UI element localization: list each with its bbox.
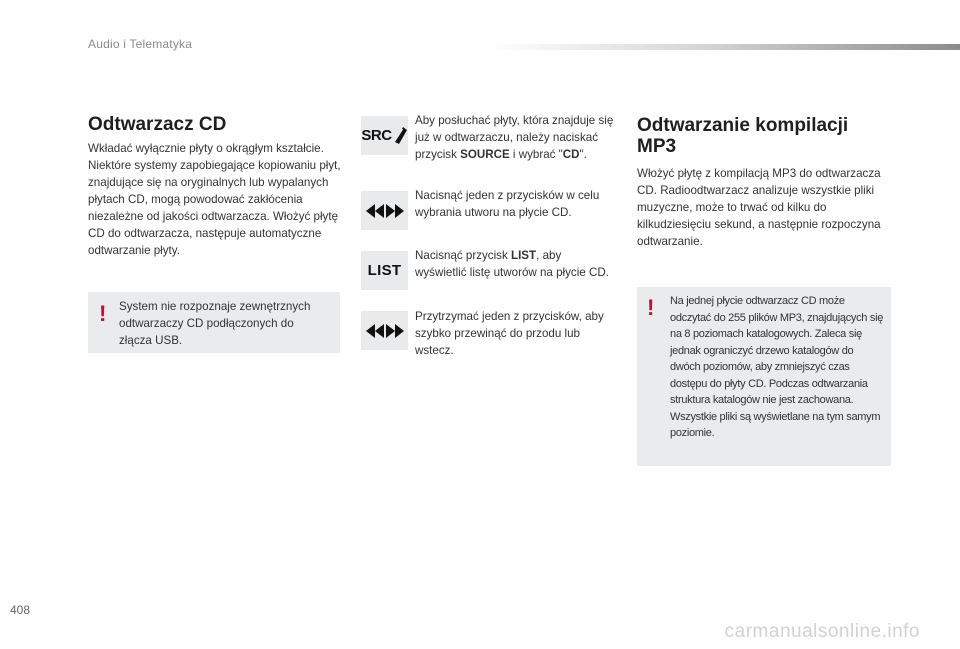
step-list-text: Nacisnąć przycisk LIST, aby wyświetlić listę utworów na płycie CD. <box>415 249 609 279</box>
rewind-forward-arrows-icon <box>365 323 405 339</box>
cd-player-heading: Odtwarzacz CD <box>88 114 227 135</box>
cd-player-body: Wkładać wyłącznie płyty o okrągłym kształcie. Niektóre systemy zapobiegające kopiowaniu płyt, znajdujące się na oryginalnych lub wypalanych płytach CD, mogą powodować zakłócenia niezależne od jakości odtwarzacza. Włożyć płytę CD do odtwarzacza, następuje automatyczne odtwarzanie płyty. <box>88 142 341 257</box>
warning-icon: ! <box>99 301 107 326</box>
src-label: SRC <box>361 127 392 144</box>
usb-warning-text: System nie rozpoznaje zewnętrznych odtwarzaczy CD podłączonych do złącza USB. <box>119 300 311 347</box>
usb-warning-note <box>88 292 340 353</box>
phone-icon <box>394 127 408 145</box>
prev-next-arrows-icon <box>365 203 405 219</box>
mp3-heading: Odtwarzanie kompilacji MP3 <box>637 115 849 157</box>
step-source-text: Aby posłuchać płyty, która znajduje się już w odtwarzaczu, należy naciskać przycisk SOURCE i wybrać "CD". <box>415 114 614 161</box>
list-label: LIST <box>367 262 402 279</box>
list-button-icon <box>361 251 408 290</box>
warning-icon: ! <box>647 295 655 320</box>
src-button-icon <box>361 116 408 155</box>
header-title: Audio i Telematyka <box>88 37 193 51</box>
mp3-body: Włożyć płytę z kompilacją MP3 do odtwarzacza CD. Radioodtwarzacz analizuje wszystkie pliki muzyczne, może to trwać od kilku do kilkudziesięciu sekund, a następnie rozpoczyna odtwarzanie. <box>637 167 881 248</box>
mp3-info-note <box>637 287 891 466</box>
track-select-buttons-icon <box>361 191 408 230</box>
header-bar <box>488 44 960 50</box>
step-track-select-text: Nacisnąć jeden z przycisków w celu wybrania utworu na płycie CD. <box>415 189 600 219</box>
step-fast-seek-text: Przytrzymać jeden z przycisków, aby szybko przewinąć do przodu lub wstecz. <box>415 310 604 357</box>
watermark: carmanualsonline.info <box>724 621 920 642</box>
mp3-info-text: Na jednej płycie odtwarzacz CD może odczytać do 255 plików MP3, znajdujących się na 8 poziomach katalogowych. Zaleca się jednak ograniczyć drzewo katalogów do dwóch poziomów, aby zmniejszyć czas dostępu do płyty CD. Podczas odtwarzania struktura katalogów nie jest zachowana. Wszystkie pliki są wyświetlane na tym samym poziomie. <box>670 295 884 439</box>
fast-seek-buttons-icon <box>361 311 408 350</box>
page-number: 408 <box>10 603 31 617</box>
